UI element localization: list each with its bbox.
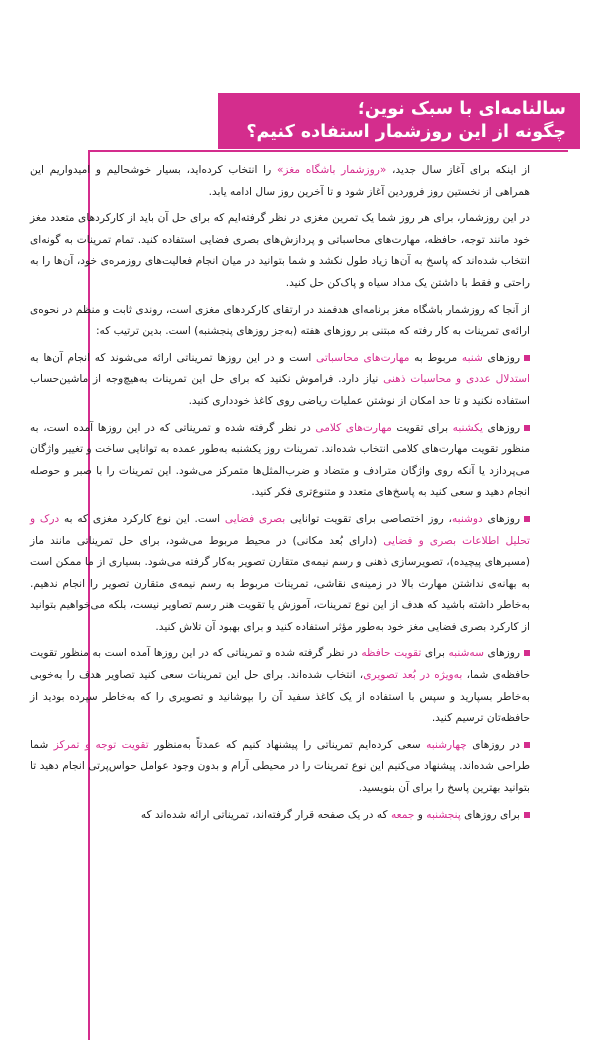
text-run: و <box>414 808 427 821</box>
list-item-sunday <box>30 418 530 504</box>
text-run: برای <box>421 647 449 660</box>
text-run: روزهای <box>482 421 520 434</box>
body-text <box>30 160 530 831</box>
bullet-square-icon <box>524 812 530 818</box>
highlight-text: چهارشنبه <box>426 738 467 751</box>
text-run: در نظر گرفته شده و تمریناتی که در این روزها آمده است به منظور تقویت حافظه‌ی شما، <box>30 647 531 682</box>
text-run: نیاز دارد. فراموش نکنید که برای حل این تمرینات به‌هیچ‌وجه از ماشین‌حساب استفاده نکنید و تا حد امکان از نوشتن عملیات ریاضی روی کاغذ خودداری کنید. <box>30 373 530 407</box>
text-run: در نظر گرفته شده و تمریناتی که در این روزها آمده است، به منظور تقویت مهارت‌های کلامی انتخاب شده‌اند. تمرینات روز یکشنبه به‌طور عمده به توانایی ساخت و تغییر واژگان می‌پردازد یا آنکه روی واژگان مترادف و متضاد و ضرب‌المثل‌ها متمرکز می‌شود. این تمرینات را با صبر و حوصله انجام دهید و سعی کنید به پاسخ‌های متعدد و متنوع‌تری فکر کنید. <box>30 421 530 499</box>
paragraph-exercises <box>30 208 530 294</box>
text-run: در روزهای <box>466 738 520 751</box>
highlight-text: استدلال عددی و محاسبات ذهنی <box>383 373 530 386</box>
highlight-text: مهارت‌های کلامی <box>315 421 392 434</box>
list-item-tuesday <box>30 643 530 729</box>
list-item-wednesday <box>30 735 530 800</box>
paragraph-intro <box>30 160 530 203</box>
highlight-text: پنجشنبه <box>426 808 461 821</box>
text-run: روزهای <box>482 351 521 364</box>
text-run: شما طراحی شده‌اند. پیشنهاد می‌کنیم این نوع تمرینات را در محیطی آرام و بدون وجود عوامل حواس‌پرتی انجام دهید تا بتوانید بهترین پاسخ را برای آن بنویسید. <box>30 738 530 795</box>
highlight-text: درک و تحلیل اطلاعات بصری و فضایی <box>30 512 530 547</box>
text-run: روزهای <box>483 647 521 660</box>
text-run: (دارای بُعد مکانی) در محیط مربوط می‌شود، برای حل تمریناتی مانند ماز (مسیرهای پیچیده)، تصویرسازی ذهنی و رسم نیمه‌ی متقارن تصویر به‌کار گرفته می‌شود. بسیاری از ما ممکن است به بهانه‌ی نداشتن مهارت بالا در زمینه‌ی نقاشی، تمرینات مربوط به رسم نیمه‌ی متقارن تصویر را انجام ندهیم. به‌خاطر داشته باشید که هدف از این نوع تمرینات، آموزش یا تقویت هنر رسم تصاویر نیست، بلکه می‌خواهیم بتوانید از کارکرد بصری فضایی مغز خود به‌طور مؤثر استفاده کنید و برای بهبود آن تلاش کنید. <box>30 534 530 633</box>
text-run: را انتخاب کرده‌اید، بسیار خوشحالیم و امیدواریم این همراهی از نخستین روز فروردین آغاز شود و تا آخرین روز سال ادامه یابد. <box>30 164 530 198</box>
highlight-text: «روزشمار باشگاه مغز» <box>276 164 387 176</box>
bullet-square-icon <box>524 425 530 431</box>
highlight-text: سه‌شنبه <box>448 647 484 660</box>
highlight-text: تقویت حافظه <box>361 647 422 660</box>
bullet-square-icon <box>524 742 530 748</box>
highlight-text: بصری فضایی <box>224 512 286 525</box>
highlight-text: شنبه <box>461 351 483 364</box>
text-run: است و در این روزها تمریناتی ارائه می‌شوند که انجام آن‌ها به <box>30 351 316 364</box>
highlight-text: به‌ویژه در بُعد تصویری <box>363 669 463 682</box>
title-line-2: چگونه از این روزشمار استفاده کنیم؟ <box>246 122 566 142</box>
list-item-saturday <box>30 348 530 413</box>
text-run: از اینکه برای آغاز سال جدید، <box>386 164 531 176</box>
paragraph-weekly-structure <box>30 300 530 343</box>
text-run: برای تقویت <box>391 421 453 434</box>
text-run: مربوط به <box>409 351 462 364</box>
section-title-banner <box>218 93 580 149</box>
bullet-square-icon <box>524 650 530 656</box>
highlight-text: یکشنبه <box>452 421 483 434</box>
list-item-monday <box>30 509 530 639</box>
bullet-square-icon <box>524 516 530 522</box>
text-run: ، انتخاب شده‌اند. برای حل این تمرینات سعی کنید تصاویر هدف را به‌خوبی به‌خاطر بسپارید و سپس با استفاده از یک کاغذ سفید آن را بپوشانید و تصویری را که به‌خاطر سپرده بودید از حافظه‌تان ترسیم کنید. <box>30 669 530 725</box>
highlight-text: دوشنبه <box>451 512 483 525</box>
text-run: در این روزشمار، برای هر روز شما یک تمرین مغزی در نظر گرفته‌ایم که برای حل آن باید از کارکردهای متعدد مغز خود مانند توجه، حافظه، مهارت‌های محاسباتی و پردازش‌های بصری فضایی استفاده کنید. تمام تمرینات به گونه‌ای انتخاب شده‌اند که پاسخ به آن‌ها زیاد طول نکشد و شما بتوانید در میان انجام فعالیت‌های روزمره‌ی خود، آن‌ها را به راحتی و فقط با داشتن یک مداد سیاه و پاک‌کن حل کنید. <box>30 212 530 289</box>
text-run: است. این نوع کارکرد مغزی که به <box>59 512 225 525</box>
text-run: که در یک صفحه قرار گرفته‌اند، تمریناتی ارائه شده‌اند که <box>140 808 391 821</box>
highlight-text: تقویت توجه و تمرکز <box>53 738 149 751</box>
bullet-square-icon <box>524 355 530 361</box>
highlight-text: جمعه <box>390 808 415 821</box>
text-run: از آنجا که روزشمار باشگاه مغز برنامه‌ای هدفمند در ارتقای کارکردهای مغزی است، روندی ثابت و منظم در نحوه‌ی ارائه‌ی تمرینات به کار رفته که مبتنی بر روزهای هفته (به‌جز روزهای پنجشنبه) است. بدین ترتیب که: <box>30 303 530 338</box>
text-run: روزهای <box>482 512 520 525</box>
title-line-1: سالنامه‌ای با سبک نوین؛ <box>357 99 566 119</box>
text-run: ، روز اختصاصی برای تقویت توانایی <box>285 512 452 525</box>
highlight-text: مهارت‌های محاسباتی <box>315 351 410 364</box>
text-run: سعی کرده‌ایم تمریناتی را پیشنهاد کنیم که عمدتاً به‌منظور <box>148 738 427 751</box>
text-run: برای روزهای <box>460 808 520 821</box>
list-item-thursday-friday <box>30 805 530 827</box>
